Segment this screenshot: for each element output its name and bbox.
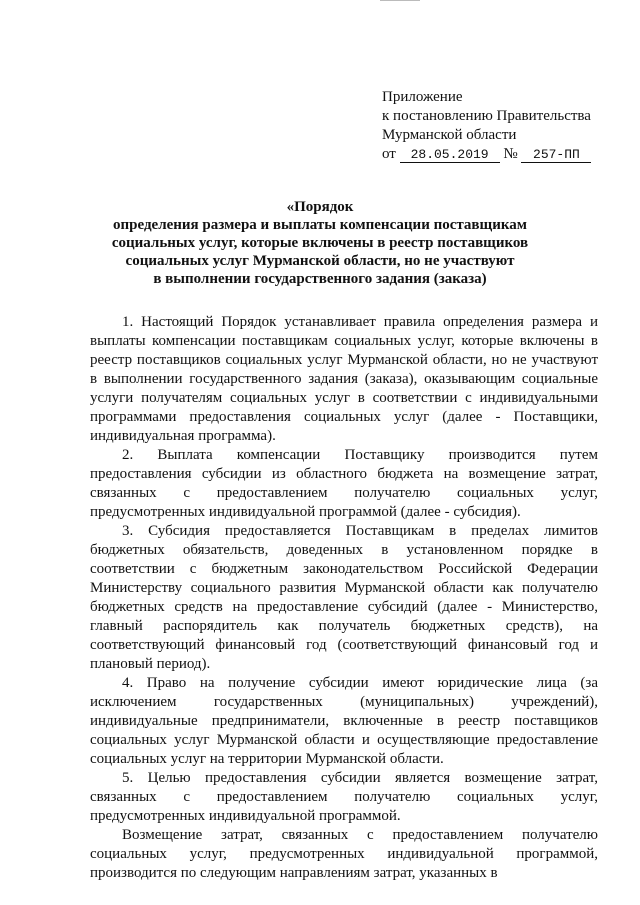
- approval-number: 257-ПП: [521, 148, 591, 163]
- approval-line-date-number: [382, 145, 632, 164]
- title-line: в выполнении государственного задания (заказа): [153, 271, 487, 287]
- title-line: определения размера и выплаты компенсации поставщикам: [113, 217, 527, 233]
- title-line: социальных услуг, которые включены в реестр поставщиков: [111, 235, 529, 251]
- document-title: [60, 198, 580, 288]
- approval-from-label: от: [382, 146, 396, 162]
- approval-line-resolution: к постановлению Правительства: [382, 108, 591, 124]
- page-edge-mark: [380, 0, 420, 4]
- approval-number-label: №: [503, 146, 518, 162]
- paragraph-5: 5. Целью предоставления субсидии является возмещение затрат, связанных с предоставлением получателю социальных услуг, предусмотренных индивидуальной программой.: [90, 770, 598, 824]
- paragraph-6: Возмещение затрат, связанных с предоставлением получателю социальных услуг, предусмотренных индивидуальной программой, производится по следующим направлениям затрат, указанных в: [90, 827, 598, 881]
- title-line: социальных услуг Мурманской области, но не участвуют: [125, 253, 515, 269]
- title-line: «Порядок: [286, 199, 354, 215]
- approval-date: 28.05.2019: [400, 148, 500, 163]
- document-body: [90, 313, 598, 883]
- approval-line-appendix: Приложение: [382, 89, 463, 105]
- paragraph-1: 1. Настоящий Порядок устанавливает правила определения размера и выплаты компенсации поставщикам социальных услуг, которые включены в реестр поставщиков социальных услуг Мурманской области, но не участвуют в выполнении государственного задания (заказа), оказывающим социальные услуги получателям социальных услуг в соответствии с индивидуальными программами предоставления социальных услуг (далее - Поставщики, индивидуальная программа).: [90, 314, 598, 444]
- paragraph-4: 4. Право на получение субсидии имеют юридические лица (за исключением государственных (муниципальных) учреждений), индивидуальные предприниматели, включенные в реестр поставщиков социальных услуг Мурманской области и осуществляющие предоставление социальных услуг на территории Мурманской области.: [90, 675, 598, 767]
- paragraph-2: 2. Выплата компенсации Поставщику производится путем предоставления субсидии из областного бюджета на возмещение затрат, связанных с предоставлением получателю социальных услуг, предусмотренных индивидуальной программой (далее - субсидия).: [90, 447, 598, 520]
- approval-line-region: Мурманской области: [382, 127, 517, 143]
- approval-block: [382, 88, 632, 164]
- paragraph-3: 3. Субсидия предоставляется Поставщикам в пределах лимитов бюджетных обязательств, доведенных в установленном порядке в соответствии с бюджетным законодательством Российской Федерации Министерству социального развития Мурманской области как получателю бюджетных средств на предоставление субсидий (далее - Министерство, главный распорядитель как получатель бюджетных средств), на соответствующий финансовый год (соответствующий финансовый год и плановый период).: [90, 523, 598, 672]
